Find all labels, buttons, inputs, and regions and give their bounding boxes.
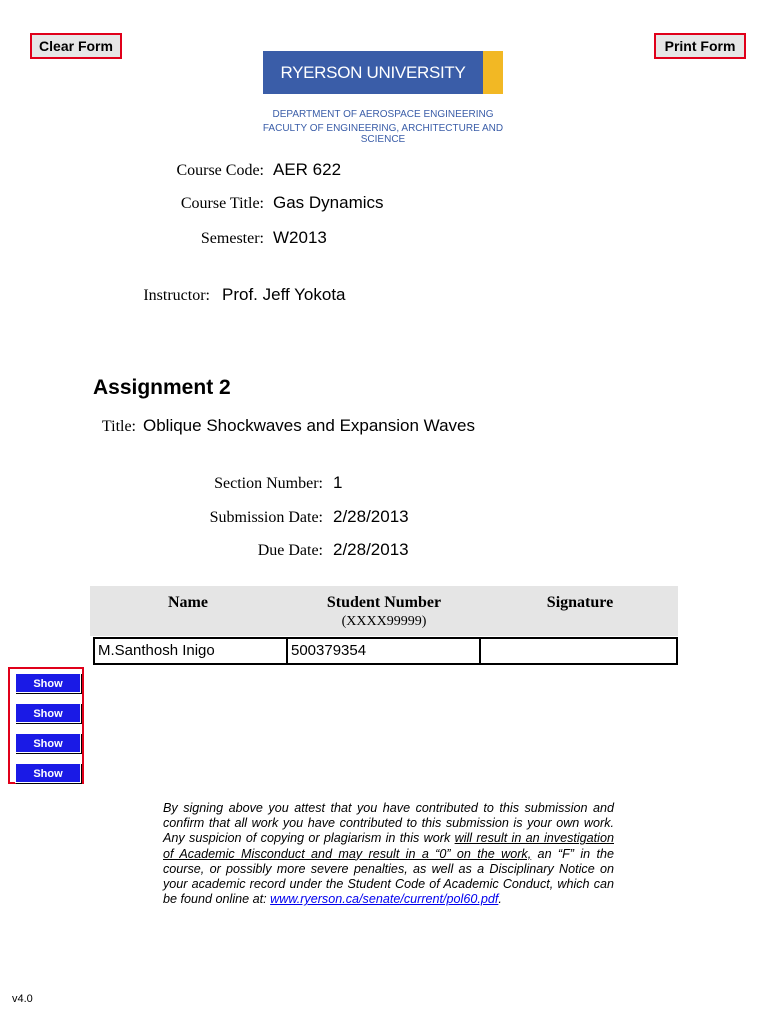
- statement-end: .: [498, 892, 502, 907]
- logo-gold-bar: [483, 51, 503, 94]
- show-button[interactable]: Show: [15, 763, 81, 783]
- clear-form-button[interactable]: Clear Form: [30, 33, 122, 59]
- show-button[interactable]: Show: [15, 703, 81, 723]
- course-code-value[interactable]: AER 622: [273, 160, 342, 179]
- student-number-field[interactable]: 500379354: [288, 639, 481, 663]
- academic-integrity-statement: [163, 801, 614, 907]
- course-code-label: Course Code:: [176, 162, 264, 179]
- name-column-header: Name: [168, 594, 208, 611]
- show-buttons-panel: [8, 667, 84, 784]
- show-button[interactable]: Show: [15, 673, 81, 693]
- course-title-label: Course Title:: [180, 195, 264, 212]
- assignment-title-label: Title:: [101, 418, 136, 435]
- student-table-header: [90, 586, 678, 636]
- section-number-label: Section Number:: [214, 475, 323, 492]
- version-label: v4.0: [12, 993, 33, 1005]
- show-button[interactable]: Show: [15, 733, 81, 753]
- policy-link[interactable]: www.ryerson.ca/senate/current/pol60.pdf: [270, 892, 499, 907]
- signature-column-header: Signature: [546, 594, 614, 611]
- statement-text: By signing above you attest that you have contributed to this submission and confirm that all work you have contributed to this submission is your own work. Any suspicion of copying or plagiarism in this work: [163, 801, 614, 846]
- instructor-value[interactable]: Prof. Jeff Yokota: [222, 285, 346, 304]
- print-form-button[interactable]: Print Form: [654, 33, 746, 59]
- statement-text-continued: an “F” in the course, or possibly more severe penalties, as well as a Disciplinary Notice on your academic record under the Student Code of Academic Conduct, which can be found online at:: [163, 846, 614, 907]
- semester-label: Semester:: [200, 230, 264, 247]
- section-number-value[interactable]: 1: [333, 473, 343, 492]
- department-name: DEPARTMENT OF AEROSPACE ENGINEERING: [272, 109, 494, 120]
- course-title-value[interactable]: Gas Dynamics: [273, 193, 384, 212]
- submission-date-value[interactable]: 2/28/2013: [333, 507, 409, 526]
- due-date-value[interactable]: 2/28/2013: [333, 540, 409, 559]
- assignment-title-value[interactable]: Oblique Shockwaves and Expansion Waves: [143, 416, 475, 435]
- assignment-heading[interactable]: Assignment 2: [93, 376, 231, 399]
- statement-warning: will result in an investigation of Academic Misconduct and may result in a “0” on the work,: [163, 831, 614, 861]
- university-logo: [263, 51, 503, 94]
- faculty-name: FACULTY OF ENGINEERING, ARCHITECTURE AND SCIENCE: [262, 123, 504, 145]
- student-number-column-header: Student Number: [326, 594, 442, 611]
- logo-name: RYERSON UNIVERSITY: [280, 63, 466, 82]
- instructor-label: Instructor:: [143, 287, 210, 304]
- due-date-label: Due Date:: [257, 542, 323, 559]
- table-row: [93, 637, 678, 665]
- signature-field[interactable]: [481, 639, 676, 663]
- submission-date-label: Submission Date:: [209, 509, 323, 526]
- student-name-field[interactable]: M.Santhosh Inigo: [95, 639, 288, 663]
- student-number-format: (XXXX99999): [341, 614, 427, 629]
- semester-value[interactable]: W2013: [273, 228, 327, 247]
